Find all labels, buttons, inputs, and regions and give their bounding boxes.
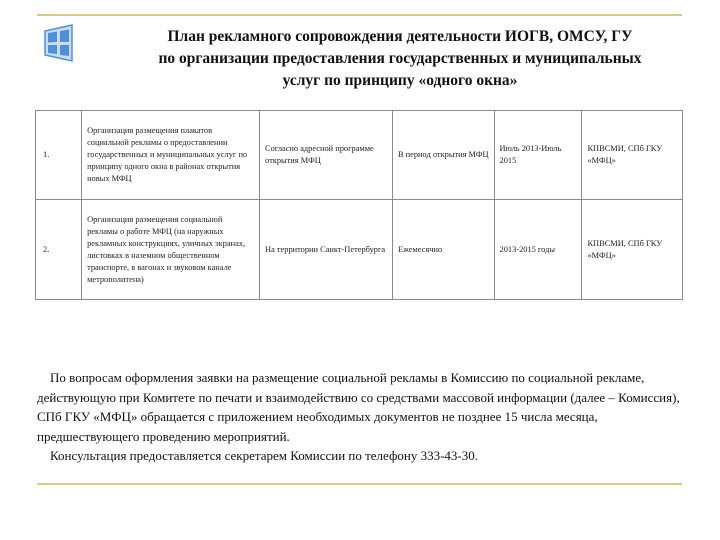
window-logo-icon <box>42 22 76 64</box>
note-paragraph-2: Консультация предоставляется секретарем Комиссии по телефону 333-43-30. <box>50 448 479 463</box>
activity-cell: Организация размещения плакатов социальной рекламы о предоставлении государственных и муниципальных услуг по принципу одного окна в районах открытия новых МФЦ <box>82 111 260 200</box>
place-cell: Согласно адресной программе открытия МФЦ <box>260 111 393 200</box>
period-cell: В период открытия МФЦ <box>392 111 494 200</box>
responsible-cell: КПВСМИ, СПб ГКУ «МФЦ» <box>582 200 683 300</box>
page-title <box>100 26 700 92</box>
title-line-1: План рекламного сопровождения деятельности ИОГВ, ОМСУ, ГУ <box>167 28 633 45</box>
note-paragraph-1: По вопросам оформления заявки на размещение социальной рекламы в Комиссию по социальной рекламе, действующую при Комитете по печати и взаимодействию со средствами массовой информации (далее – Комиссия), СПб ГКУ «МФЦ» обращается с приложением необходимых документов не позднее 15 числа месяца, предшествующего проведению мероприятий. <box>37 370 680 444</box>
row-number: 2. <box>36 200 82 300</box>
row-number: 1. <box>36 111 82 200</box>
activity-cell: Организация размещения социальной рекламы о работе МФЦ (на наружных рекламных конструкциях, уличных экранах, листовках в наземном общественном транспорте, в вагонах и звуковом канале метрополитена) <box>82 200 260 300</box>
dates-cell: 2013-2015 годы <box>494 200 582 300</box>
title-line-3: услуг по принципу «одного окна» <box>282 72 518 89</box>
dates-cell: Июль 2013-Июль 2015 <box>494 111 582 200</box>
bottom-rule <box>37 483 682 485</box>
advertising-plan-table <box>35 110 683 300</box>
place-cell: На территории Санкт-Петербурга <box>260 200 393 300</box>
table-row <box>36 111 683 200</box>
responsible-cell: КПВСМИ, СПб ГКУ «МФЦ» <box>582 111 683 200</box>
top-rule <box>37 14 682 16</box>
title-line-2: по организации предоставления государственных и муниципальных <box>158 50 642 67</box>
table-row <box>36 200 683 300</box>
period-cell: Ежемесячно <box>392 200 494 300</box>
consultation-note <box>37 368 683 466</box>
